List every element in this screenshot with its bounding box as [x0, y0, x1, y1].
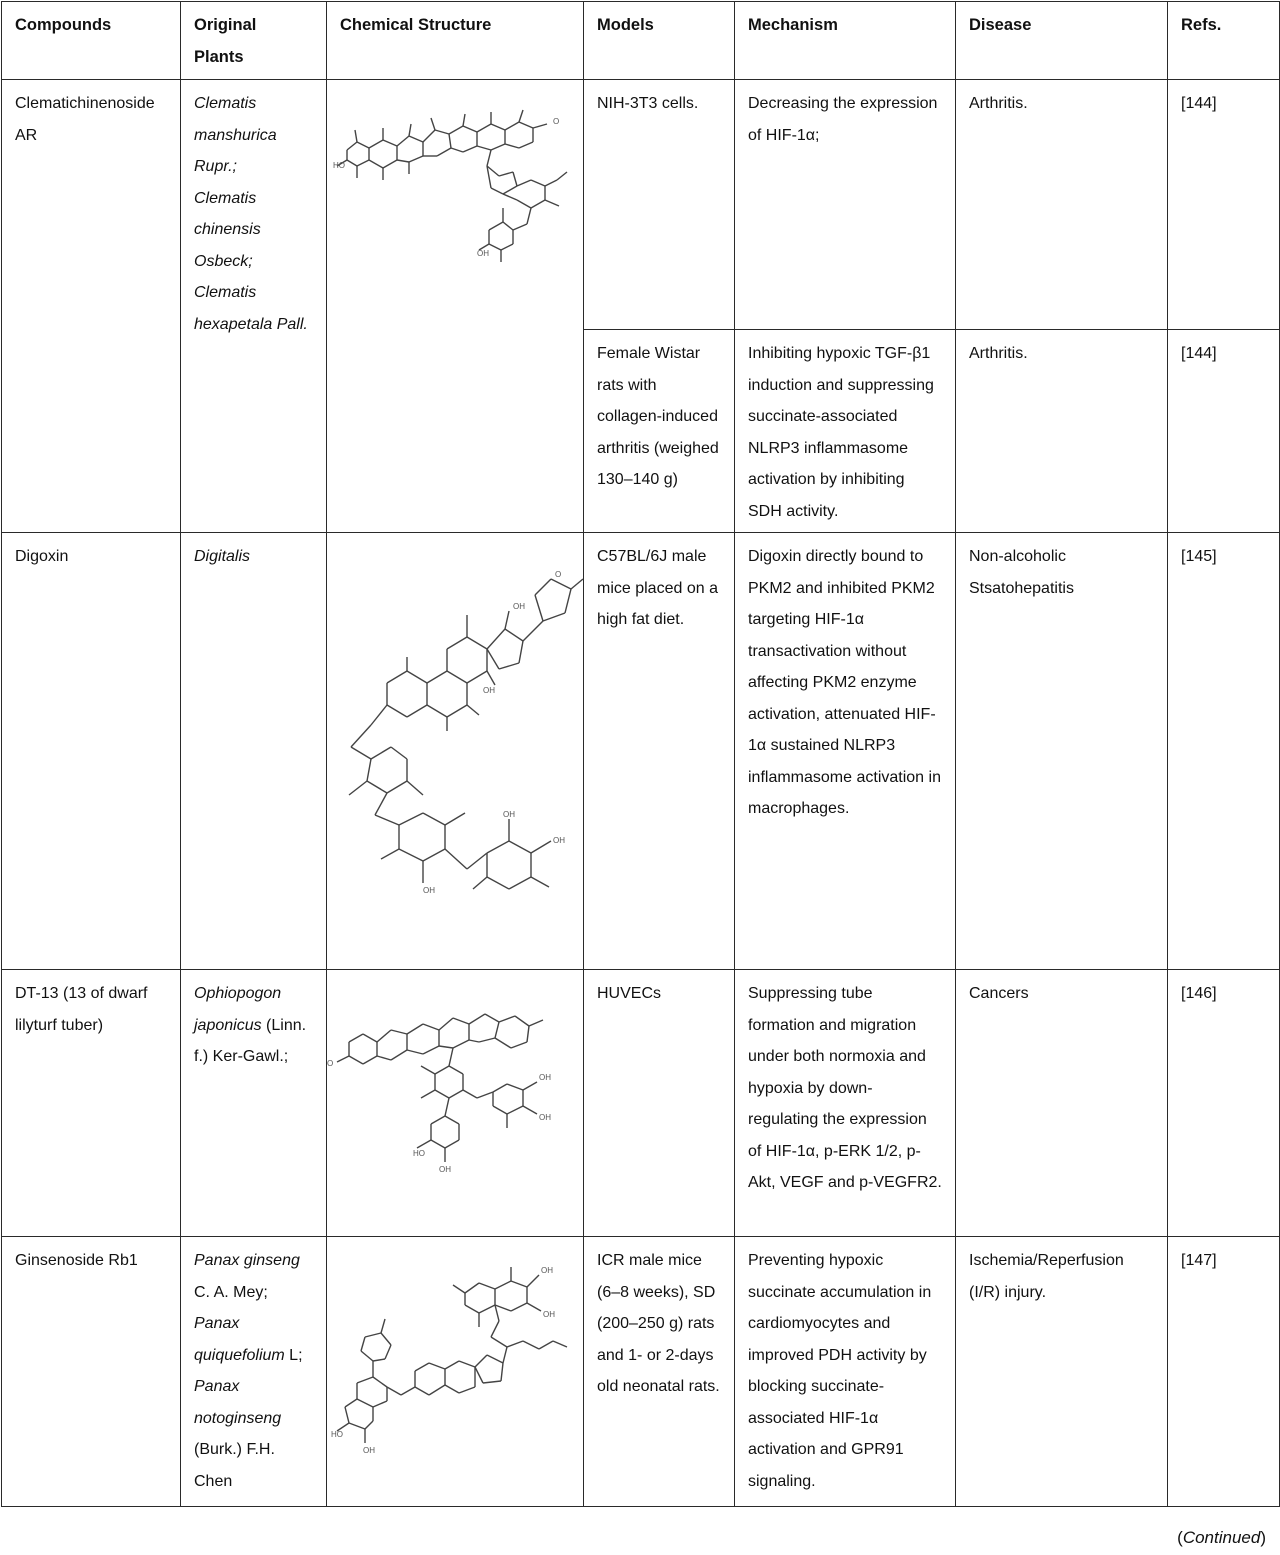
svg-text:OH: OH [539, 1073, 551, 1082]
header-mechanism: Mechanism [735, 2, 956, 80]
header-refs: Refs. [1168, 2, 1280, 80]
model-cell: ICR male mice (6–8 weeks), SD (200–250 g) rats and 1- or 2-days old neonatal rats. [584, 1237, 735, 1507]
svg-text:OH: OH [539, 1113, 551, 1122]
svg-text:O: O [327, 1059, 334, 1068]
table-row [2, 970, 1280, 1237]
mechanism-cell: Digoxin directly bound to PKM2 and inhibited PKM2 targeting HIF-1α transactivation without affecting PKM2 enzyme activation, attenuated HIF-1α sustained NLRP3 inflammasome activation in macrophages. [735, 533, 956, 970]
header-original-plants: Original Plants [181, 2, 327, 80]
compound-cell: Ginsenoside Rb1 [2, 1237, 181, 1507]
digoxin-structure-icon [327, 533, 584, 970]
svg-text:OH: OH [541, 1266, 553, 1275]
svg-text:HO: HO [331, 1430, 343, 1439]
compound-cell: Digoxin [2, 533, 181, 970]
ref-cell: [145] [1168, 533, 1280, 970]
continued-note: (Continued) [1177, 1528, 1266, 1547]
svg-text:OH: OH [503, 810, 515, 819]
disease-cell: Arthritis. [956, 330, 1168, 533]
disease-cell: Arthritis. [956, 80, 1168, 330]
header-models: Models [584, 2, 735, 80]
svg-text:HO: HO [333, 161, 345, 170]
header-disease: Disease [956, 2, 1168, 80]
structure-cell [327, 533, 584, 970]
plants-cell: Clematis manshurica Rupr.; Clematis chinensis Osbeck; Clematis hexapetala Pall. [181, 80, 327, 533]
svg-text:OH: OH [477, 249, 489, 258]
structure-cell [327, 970, 584, 1237]
mechanism-cell: Decreasing the expression of HIF-1α; [735, 80, 956, 330]
ref-cell: [146] [1168, 970, 1280, 1237]
ref-cell: [144] [1168, 330, 1280, 533]
compound-cell: Clematichinenoside AR [2, 80, 181, 533]
svg-text:OH: OH [363, 1446, 375, 1455]
svg-text:OH: OH [483, 686, 495, 695]
svg-text:OH: OH [423, 886, 435, 895]
plants-cell: Ophiopogon japonicus (Linn. f.) Ker-Gawl.; [181, 970, 327, 1237]
disease-cell: Non-alcoholic Stsatohepatitis [956, 533, 1168, 970]
table-row [2, 1237, 1280, 1507]
svg-text:HO: HO [413, 1149, 425, 1158]
compound-cell: DT-13 (13 of dwarf lilyturf tuber) [2, 970, 181, 1237]
mechanism-cell: Preventing hypoxic succinate accumulation in cardiomyocytes and improved PDH activity by blocking succinate-associated HIF-1α activation and GPR91 signaling. [735, 1237, 956, 1507]
dt-13-structure-icon [327, 970, 584, 1237]
ref-cell: [147] [1168, 1237, 1280, 1507]
mechanism-cell: Suppressing tube formation and migration under both normoxia and hypoxia by down-regulating the expression of HIF-1α, p-ERK 1/2, p-Akt, VEGF and p-VEGFR2. [735, 970, 956, 1237]
structure-cell [327, 1237, 584, 1507]
compound-table [1, 1, 1280, 1507]
table-row [2, 80, 1280, 330]
svg-text:O: O [555, 570, 562, 579]
svg-text:O: O [553, 117, 560, 126]
disease-cell: Ischemia/Reperfusion (I/R) injury. [956, 1237, 1168, 1507]
svg-text:OH: OH [543, 1310, 555, 1319]
clematichinenoside-ar-structure-icon [327, 80, 584, 280]
disease-cell: Cancers [956, 970, 1168, 1237]
header-compounds: Compounds [2, 2, 181, 80]
model-cell: Female Wistar rats with collagen-induced arthritis (weighed 130–140 g) [584, 330, 735, 533]
svg-text:OH: OH [553, 836, 565, 845]
header-chemical-structure: Chemical Structure [327, 2, 584, 80]
svg-text:OH: OH [439, 1165, 451, 1174]
mechanism-cell: Inhibiting hypoxic TGF-β1 induction and suppressing succinate-associated NLRP3 inflammasome activation by inhibiting SDH activity. [735, 330, 956, 533]
structure-cell [327, 80, 584, 533]
plants-cell: Panax ginseng C. A. Mey; Panax quiquefolium L; Panax notoginseng (Burk.) F.H. Chen [181, 1237, 327, 1507]
table-row [2, 533, 1280, 970]
ginsenoside-rb1-structure-icon [327, 1237, 584, 1507]
model-cell: NIH-3T3 cells. [584, 80, 735, 330]
model-cell: HUVECs [584, 970, 735, 1237]
ref-cell: [144] [1168, 80, 1280, 330]
header-row [2, 2, 1280, 80]
model-cell: C57BL/6J male mice placed on a high fat diet. [584, 533, 735, 970]
svg-text:OH: OH [513, 602, 525, 611]
plants-cell: Digitalis [181, 533, 327, 970]
